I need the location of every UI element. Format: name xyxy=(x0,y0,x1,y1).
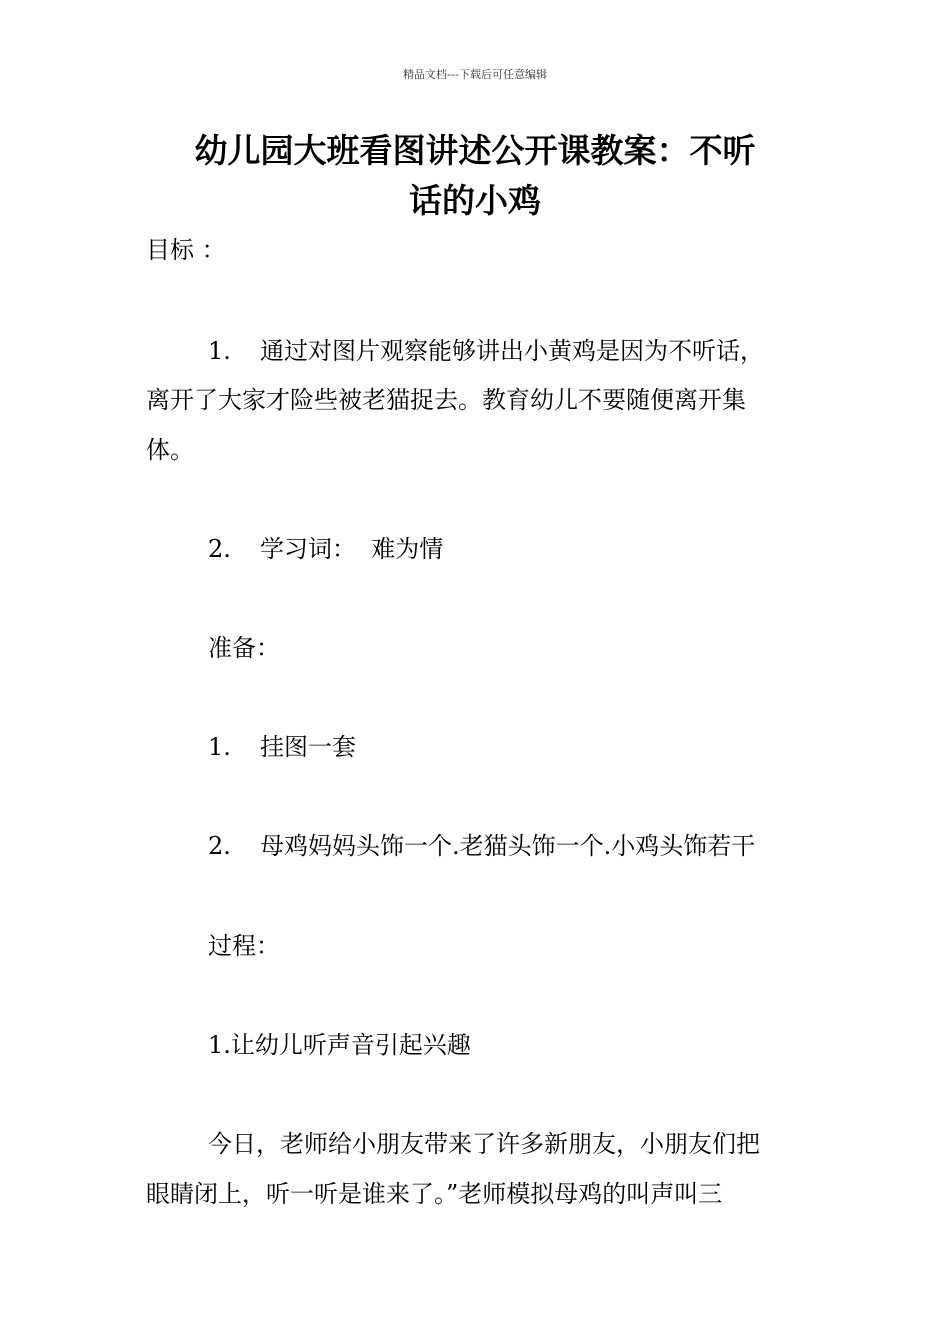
prep-item-1 xyxy=(208,733,356,761)
goal-item-2-number: 2. xyxy=(208,535,231,563)
title-line-2: 话的小鸡 xyxy=(409,181,541,220)
goal-item-2 xyxy=(208,535,443,563)
goal-heading: 目标 ： xyxy=(146,236,226,264)
prep-item-1-number: 1. xyxy=(208,733,231,761)
paragraph-line-1: 今日，老师给小朋友带来了许多新朋友，小朋友们把 xyxy=(208,1130,760,1158)
process-heading: 过程： xyxy=(208,932,280,960)
goal-item-1-text: 通过对图片观察能够讲出小黄鸡是因为不听话， xyxy=(260,337,764,365)
paragraph-line-2: 眼睛闭上，听一听是谁来了。”老师模拟母鸡的叫声叫三 xyxy=(146,1180,723,1208)
title-line-1: 幼儿园大班看图讲述公开课教案：不听 xyxy=(194,131,756,170)
process-item-1: 1.让幼儿听声音引起兴趣 xyxy=(208,1031,471,1059)
prep-item-2-number: 2. xyxy=(208,832,231,860)
prep-item-2 xyxy=(208,832,755,860)
page-header: 精品文档---下载后可任意编辑 xyxy=(403,68,547,81)
prep-heading: 准备： xyxy=(208,634,280,662)
goal-item-1-line-3: 体。 xyxy=(146,436,194,464)
prep-item-1-text: 挂图一套 xyxy=(260,733,356,761)
prep-item-2-text: 母鸡妈妈头饰一个.老猫头饰一个.小鸡头饰若干 xyxy=(260,832,756,860)
goal-item-1-line-2: 离开了大家才险些被老猫捉去。教育幼儿不要随便离开集 xyxy=(146,386,746,414)
goal-item-1-number: 1. xyxy=(208,337,231,365)
document-title xyxy=(120,126,830,226)
goal-item-1-line-1 xyxy=(208,337,764,365)
goal-item-2-text: 学习词： 难为情 xyxy=(260,535,444,563)
